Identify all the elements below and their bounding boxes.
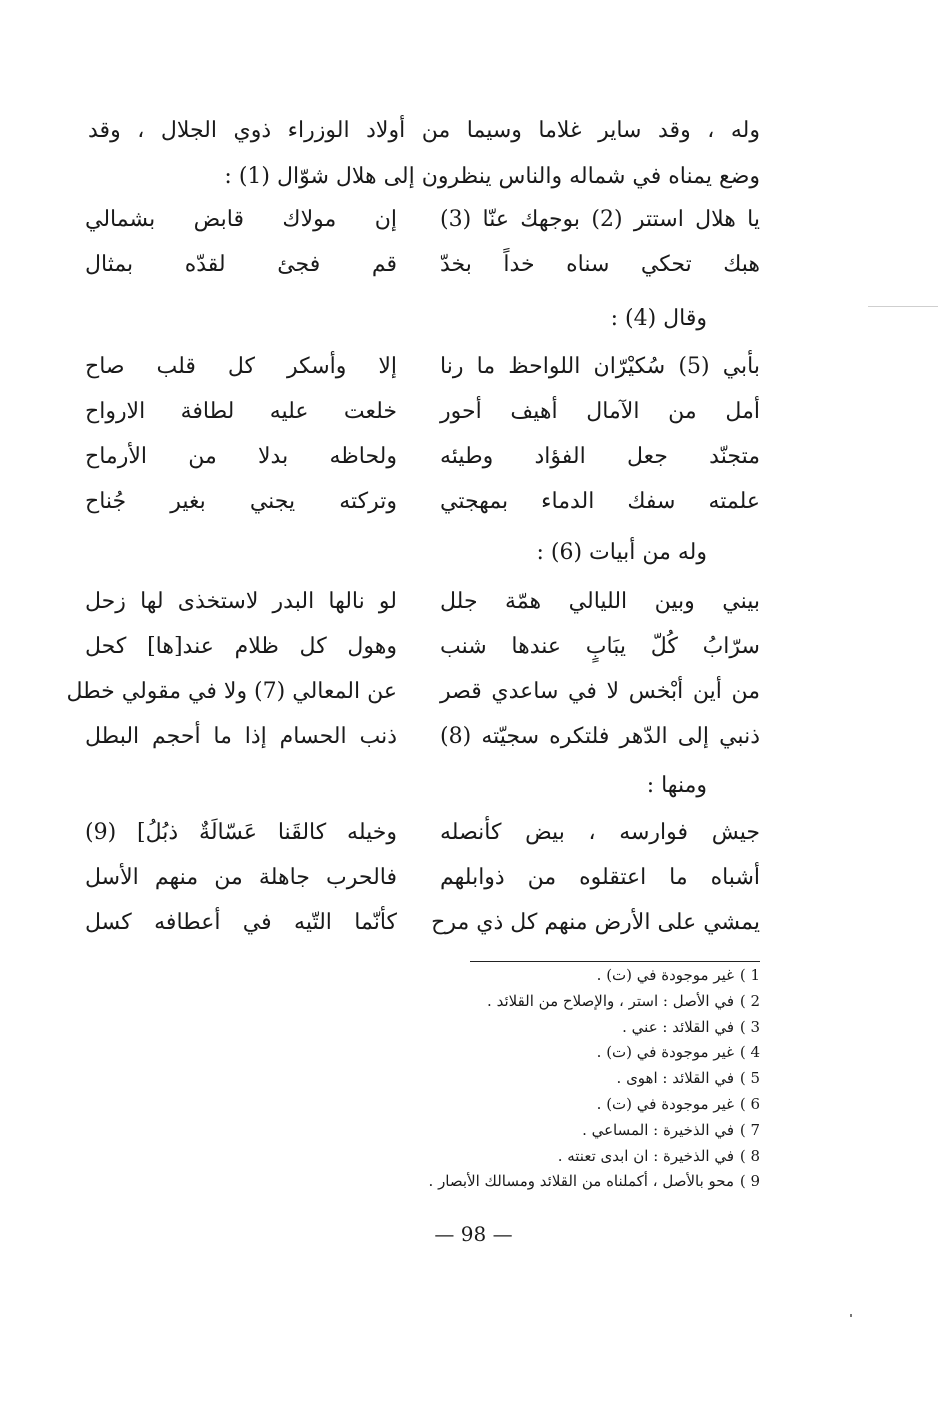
verse-row bbox=[85, 581, 760, 626]
verse-row bbox=[85, 481, 760, 526]
footnote-number: 8 ) bbox=[739, 1146, 760, 1165]
verse-row bbox=[85, 716, 760, 761]
verse-row bbox=[85, 391, 760, 436]
first-hemistich: يا هلال استتر (2) بوجهك عنّا (3) bbox=[440, 207, 760, 232]
footnote-text: في الذخيرة : ان ابدى تعنته . bbox=[557, 1146, 734, 1165]
second-hemistich: لو نالها البدر لاستخذى لها زحل bbox=[85, 589, 397, 614]
verse-row bbox=[85, 346, 760, 391]
footnote bbox=[240, 963, 760, 989]
second-hemistich: إن مولاك قابض بشمالي bbox=[85, 207, 397, 232]
second-hemistich: وهول كل ظلام عند[ها] كحل bbox=[85, 634, 397, 659]
second-hemistich: ذنب الحسام إذا ما أحجم البطل bbox=[85, 724, 397, 749]
footnote-text: في الأصل : استر ، والإصلاح من القلائد . bbox=[487, 991, 734, 1010]
footnote-number: 5 ) bbox=[739, 1069, 760, 1088]
first-hemistich: بيني وبين الليالي همّة جلل bbox=[440, 589, 760, 614]
second-hemistich: وخيله كالقَنا عَسّالَةٌ ذبُلُ] (9) bbox=[85, 820, 397, 845]
first-hemistich: هبك تحكي سناه خداً بخدّ bbox=[440, 252, 760, 277]
first-hemistich: علمته سفك الدماء بمهجتي bbox=[440, 489, 760, 514]
footnote-text: في القلائد : اهوى . bbox=[616, 1069, 734, 1088]
page-number: — 98 — bbox=[434, 1222, 513, 1246]
footnote bbox=[240, 1118, 760, 1144]
scan-artifact bbox=[850, 1314, 852, 1317]
footnote-text: غير موجودة في (ت) . bbox=[596, 1043, 734, 1062]
verse-row bbox=[85, 436, 760, 481]
footnote-number: 3 ) bbox=[739, 1017, 760, 1036]
first-hemistich: أشباه ما اعتقلوه من ذوابلهم bbox=[440, 865, 760, 890]
verse-row bbox=[85, 199, 760, 244]
footnote-number: 1 ) bbox=[739, 966, 760, 984]
first-hemistich: بأبي (5) سُكيْرّان اللواحظ ما رنا bbox=[440, 354, 760, 379]
first-hemistich: جيش فوارسه ، بيض كأنصله bbox=[440, 820, 760, 845]
second-hemistich: وتركته يجني بغير جُناح bbox=[85, 489, 397, 514]
footnote-text: في الذخيرة : المساعي . bbox=[582, 1120, 734, 1139]
footnote-text: غير موجودة في (ت) . bbox=[596, 1094, 734, 1113]
second-hemistich: كأنّما التّيه في أعطافه كسل bbox=[85, 910, 397, 935]
verse-row bbox=[85, 626, 760, 671]
footnote-number: 2 ) bbox=[739, 991, 760, 1010]
intro-paragraph bbox=[88, 108, 760, 200]
intro-line-1: وله ، وقد ساير غلاما وسيما من أولاد الوزراء ذوي الجلال ، وقد bbox=[88, 118, 760, 143]
footnote bbox=[240, 1066, 760, 1092]
section-heading-4: ومنها : bbox=[646, 773, 707, 798]
footnote bbox=[240, 1092, 760, 1118]
footnote-text: في القلائد : عني . bbox=[622, 1017, 734, 1036]
section-heading-3: وله من أبيات (6) : bbox=[536, 540, 707, 565]
footnote bbox=[240, 1040, 760, 1066]
second-hemistich: خلعت عليه لطافة الارواح bbox=[85, 399, 397, 424]
poem-group-4 bbox=[85, 812, 760, 947]
footnote-text: محو بالأصل ، أكملناه من القلائد ومسالك الأبصار . bbox=[428, 1172, 734, 1191]
intro-line-2: وضع يمناه في شماله والناس ينظرون إلى هلال شوّال (1) : bbox=[224, 164, 760, 189]
first-hemistich: يمشي على الأرض منهم كل ذي مرح bbox=[431, 910, 760, 935]
footnote-number: 9 ) bbox=[739, 1172, 760, 1191]
verse-row bbox=[85, 244, 760, 289]
footnote bbox=[240, 1169, 760, 1195]
footnote-divider bbox=[470, 961, 760, 962]
second-hemistich: فالحرب جاهلة من منهم الأسل bbox=[85, 865, 397, 890]
second-hemistich: ولحاظه بدلا من الأرماح bbox=[85, 444, 397, 469]
poem-group-2 bbox=[85, 346, 760, 526]
first-hemistich: أمل من الآمال أهيف أحور bbox=[440, 399, 760, 424]
footnote-text: غير موجودة في (ت) . bbox=[596, 966, 734, 984]
footnote bbox=[240, 989, 760, 1015]
second-hemistich: إلا وأسكر كل قلب صاح bbox=[85, 354, 397, 379]
section-heading-2: وقال (4) : bbox=[610, 306, 707, 331]
footnote-number: 6 ) bbox=[739, 1094, 760, 1113]
second-hemistich: عن المعالي (7) ولا في مقولي خطل bbox=[66, 679, 397, 704]
footnote bbox=[240, 1144, 760, 1170]
first-hemistich: سرّابُ كُلّ يبَابٍ عندها شنب bbox=[440, 634, 760, 659]
verse-row bbox=[66, 671, 760, 716]
verse-row bbox=[85, 857, 760, 902]
footnote bbox=[240, 1015, 760, 1041]
footnote-number: 7 ) bbox=[739, 1120, 760, 1139]
first-hemistich: متجنّد جعل الفؤاد وطيئه bbox=[440, 444, 760, 469]
verse-row bbox=[85, 812, 760, 857]
footnote-number: 4 ) bbox=[739, 1043, 760, 1062]
second-hemistich: قم فجئ لقدّه بمثال bbox=[85, 252, 397, 277]
first-hemistich: من أين أبْخس لا في ساعدي قصر bbox=[440, 679, 760, 704]
poem-group-3 bbox=[66, 581, 760, 761]
verse-row bbox=[85, 902, 760, 947]
footnotes bbox=[240, 963, 760, 1195]
poem-group-1 bbox=[85, 199, 760, 289]
first-hemistich: ذنبي إلى الدّهر فلتكره سجيّته (8) bbox=[440, 724, 760, 749]
scan-artifact bbox=[868, 306, 938, 307]
